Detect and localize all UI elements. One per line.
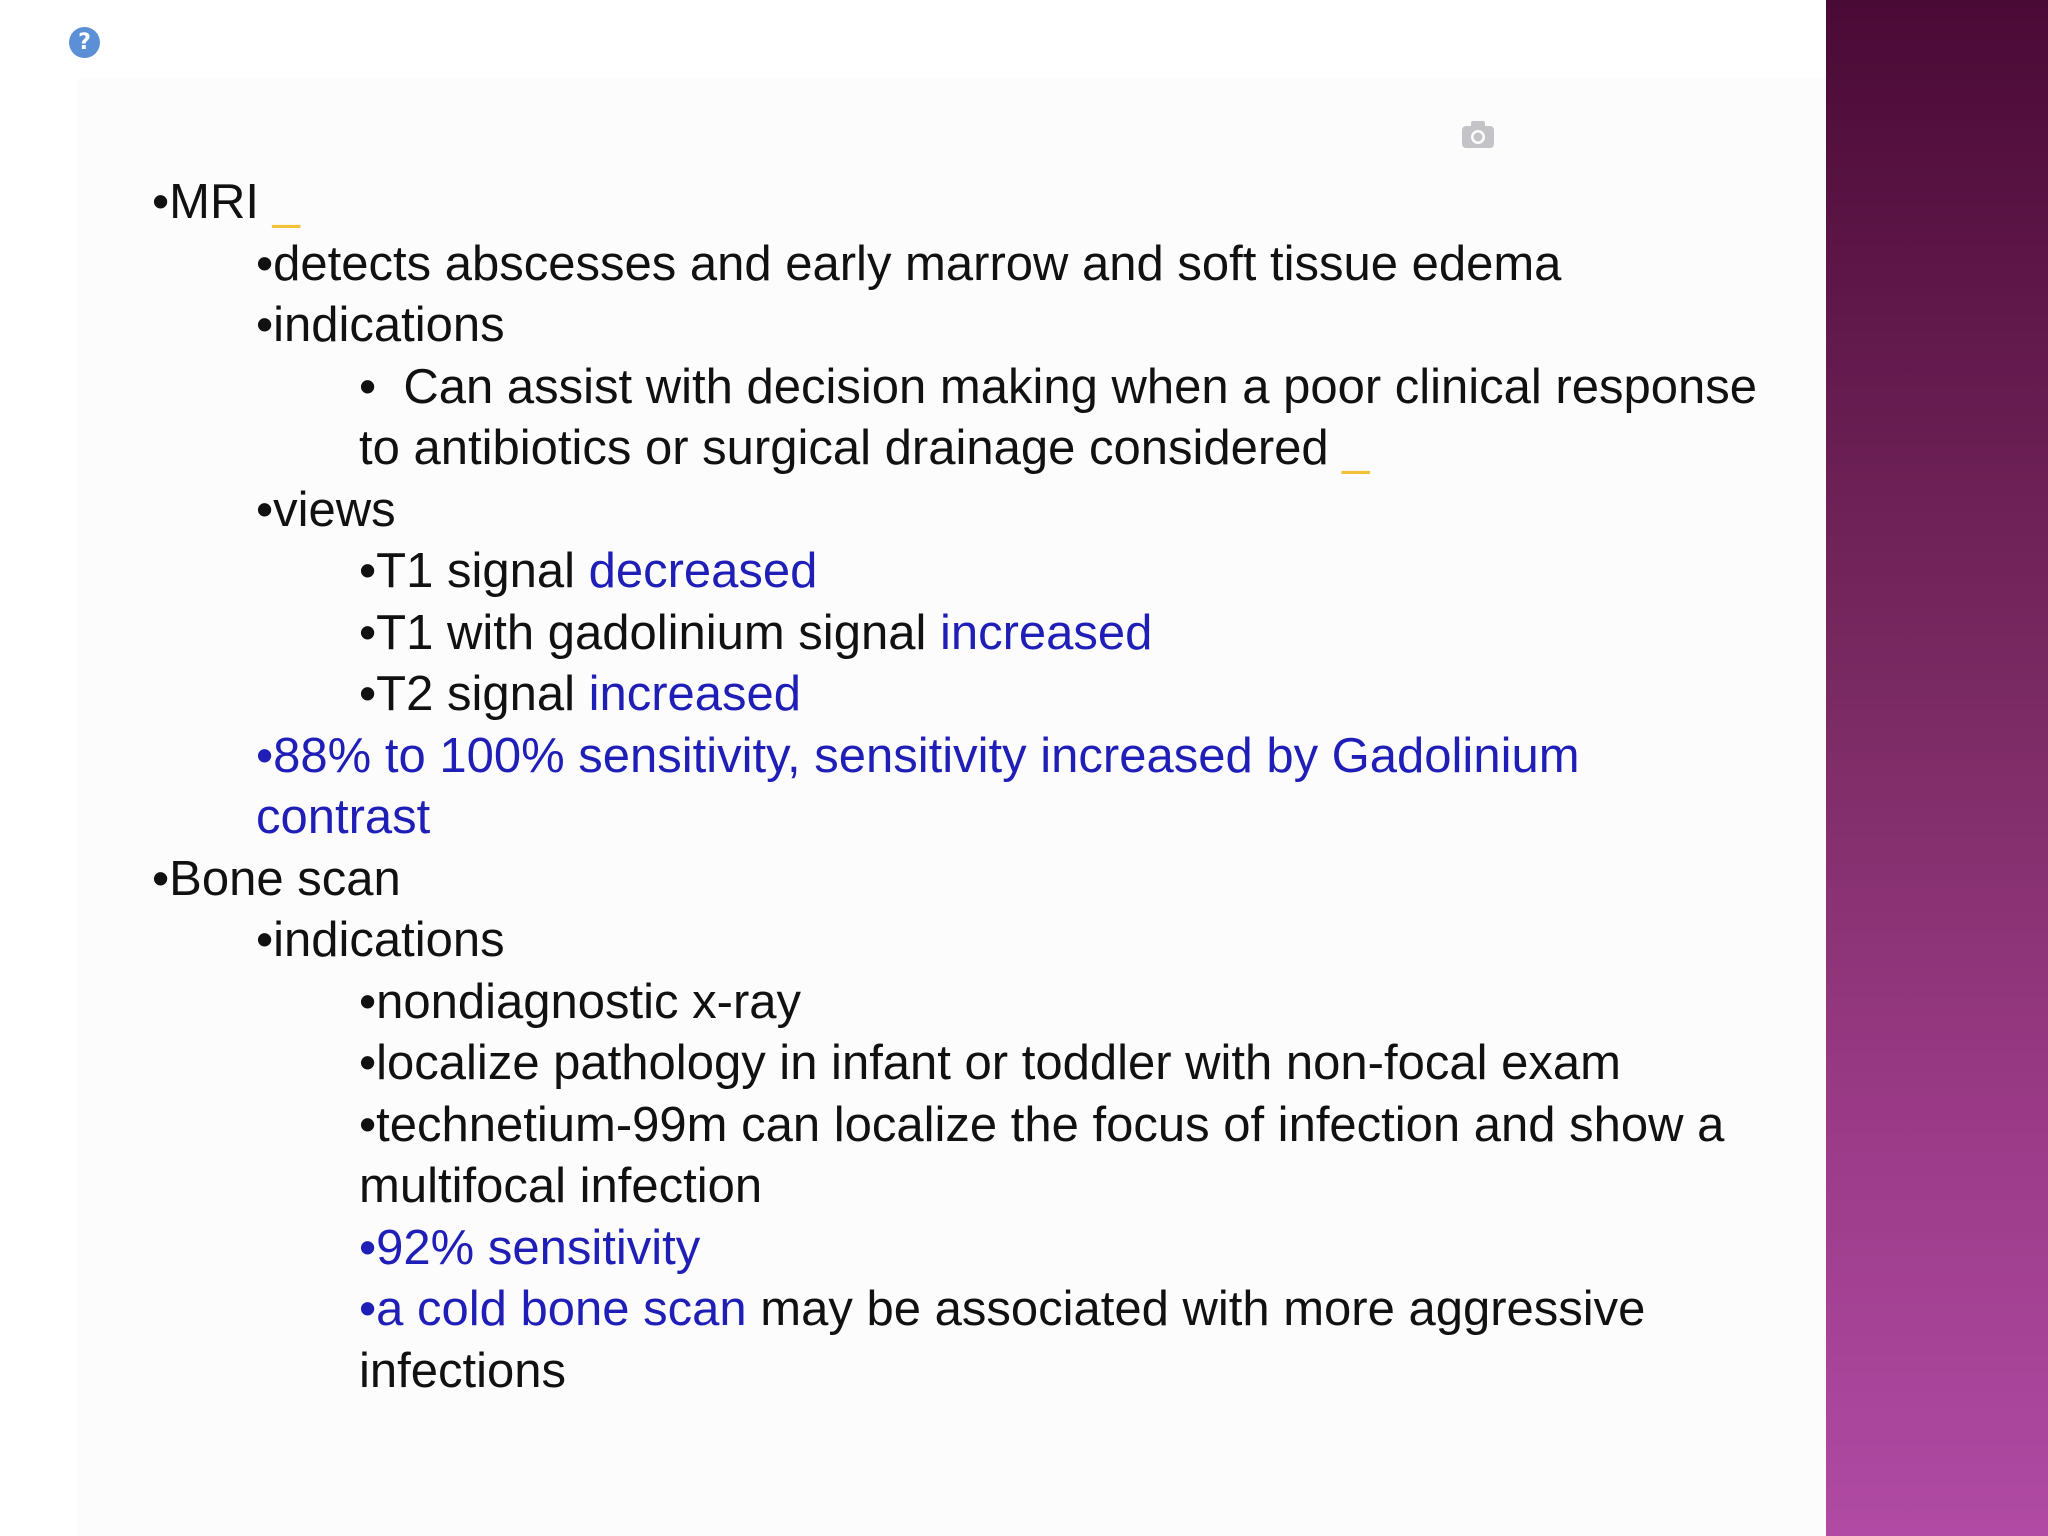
bullet-cold-bone-scan (359, 1279, 1645, 1340)
bullet-text: T1 signal (376, 544, 589, 598)
bullet-text: 88% to 100% sensitivity, sensitivity increased by Gadolinium (273, 729, 1580, 783)
bullet-mri-indications (256, 295, 505, 356)
bullet-glyph: • (256, 483, 274, 537)
bullet-text: to antibiotics or surgical drainage considered (359, 421, 1329, 475)
bullet-glyph: • (256, 237, 274, 291)
bullet-mri-sensitivity (256, 726, 1580, 787)
bullet-bone-indications (256, 910, 505, 971)
bullet-text: 92% sensitivity (376, 1221, 701, 1275)
bullet-nondiagnostic (359, 972, 801, 1033)
bullet-glyph: • (359, 606, 377, 660)
bullet-bone-scan (152, 849, 401, 910)
bullet-emphasis: increased (939, 606, 1153, 660)
bullet-text: contrast (256, 790, 431, 844)
bullet-text: T1 with gadolinium signal (376, 606, 940, 660)
bullet-emphasis: a cold bone scan (376, 1282, 747, 1336)
bullet-t1-gadolinium (359, 603, 1152, 664)
bullet-decision-making (359, 357, 1757, 418)
bullet-text: indications (273, 298, 505, 352)
bullet-decision-making-cont (359, 418, 1370, 479)
bullet-text: technetium-99m can localize the focus of infection and show a (376, 1098, 1725, 1152)
bullet-text: views (273, 483, 396, 537)
bullet-mri-sensitivity-cont (256, 787, 430, 848)
bullet-text: multifocal infection (359, 1159, 763, 1213)
bullet-glyph: • (256, 729, 274, 783)
bullet-glyph: • (359, 544, 377, 598)
bullet-glyph: • (152, 175, 170, 229)
bullet-text: indications (273, 913, 505, 967)
bullet-emphasis: increased (588, 667, 802, 721)
bullet-t1 (359, 541, 817, 602)
bullet-text: MRI (169, 175, 259, 229)
bullet-emphasis: decreased (588, 544, 818, 598)
bullet-glyph: • (152, 852, 170, 906)
edit-marker: _ (1342, 421, 1370, 475)
bullet-technetium-cont (359, 1156, 762, 1217)
bullet-text: Can assist with decision making when a poor clinical response (376, 360, 1758, 414)
bullet-detects (256, 234, 1561, 295)
bullet-glyph: • (256, 913, 274, 967)
bullet-glyph: • (359, 667, 377, 721)
bullet-glyph: • (359, 975, 377, 1029)
decorative-side-band (1826, 0, 2048, 1536)
bullet-text: detects abscesses and early marrow and soft tissue edema (273, 237, 1562, 291)
bullet-glyph: • (359, 1282, 377, 1336)
bullet-text: nondiagnostic x-ray (376, 975, 802, 1029)
bullet-technetium (359, 1095, 1724, 1156)
bullet-cold-bone-scan-cont (359, 1341, 566, 1402)
bullet-glyph: • (359, 1036, 377, 1090)
bullet-t2 (359, 664, 801, 725)
help-icon[interactable]: ? (69, 27, 100, 58)
edit-marker: _ (272, 175, 300, 229)
bullet-mri (152, 172, 300, 233)
bullet-bone-sensitivity (359, 1218, 700, 1279)
bullet-text: localize pathology in infant or toddler with non-focal exam (376, 1036, 1621, 1090)
bullet-glyph: • (359, 360, 377, 414)
bullet-text: T2 signal (376, 667, 589, 721)
bullet-views (256, 480, 396, 541)
bullet-text: Bone scan (169, 852, 401, 906)
bullet-text: infections (359, 1344, 567, 1398)
bullet-glyph: • (359, 1098, 377, 1152)
bullet-glyph: • (256, 298, 274, 352)
bullet-glyph: • (359, 1221, 377, 1275)
bullet-localize (359, 1033, 1621, 1094)
bullet-text: may be associated with more aggressive (746, 1282, 1646, 1336)
